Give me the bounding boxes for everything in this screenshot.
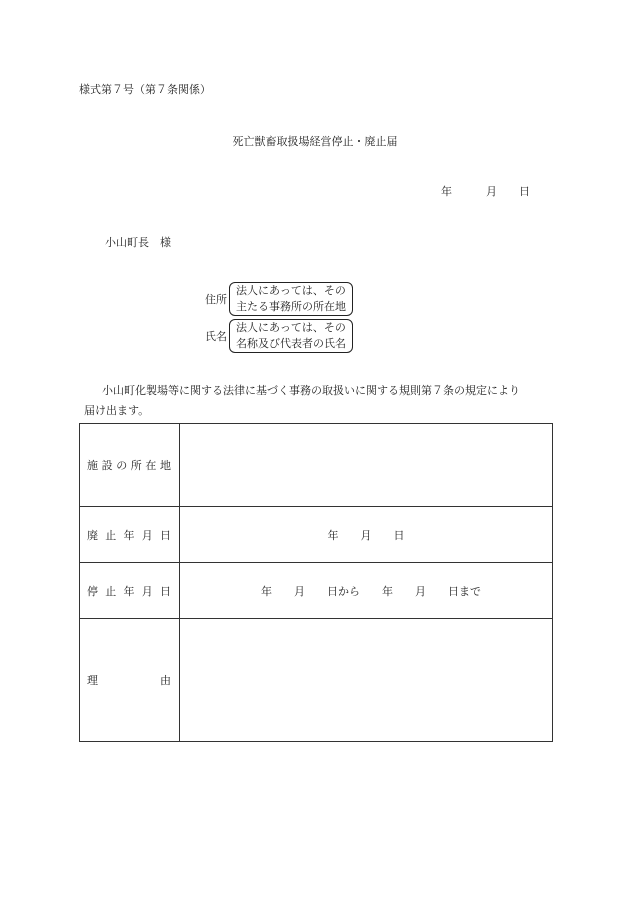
address-note-line1: 法人にあっては、その — [236, 284, 346, 297]
name-note-line1: 法人にあっては、その — [236, 321, 346, 334]
addressee: 小山町長 様 — [105, 236, 171, 249]
form-number: 様式第７号（第７条関係） — [79, 83, 211, 96]
address-label: 住所 — [205, 293, 227, 306]
location-label: 施 設 の 所 在 地 — [80, 424, 180, 507]
abolish-date-value[interactable]: 年 月 日 — [180, 507, 553, 563]
statement-line1: 小山町化製場等に関する法律に基づく事務の取扱いに関する規則第７条の規定により — [102, 384, 520, 397]
name-note-line2: 名称及び代表者の氏名 — [236, 337, 346, 350]
name-label: 氏名 — [205, 330, 227, 343]
abolish-date-label: 廃 止 年 月 日 — [80, 507, 180, 563]
applicant-name — [205, 319, 353, 353]
notification-table — [79, 423, 553, 742]
date-month: 月 — [486, 185, 497, 198]
name-note — [229, 319, 353, 353]
statement — [84, 381, 520, 421]
location-value[interactable] — [180, 424, 553, 507]
submission-date — [441, 183, 530, 199]
date-day: 日 — [519, 185, 530, 198]
table-row-location — [80, 424, 553, 507]
reason-label: 理 由 — [80, 619, 180, 742]
table-row-reason — [80, 619, 553, 742]
suspend-date-label: 停 止 年 月 日 — [80, 563, 180, 619]
table-row-suspend-date — [80, 563, 553, 619]
date-year: 年 — [441, 185, 452, 198]
statement-line2: 届け出ます。 — [84, 404, 150, 417]
address-note-line2: 主たる事務所の所在地 — [236, 300, 346, 313]
suspend-date-value[interactable]: 年 月 日から 年 月 日まで — [180, 563, 553, 619]
table-row-abolish-date — [80, 507, 553, 563]
address-note — [229, 282, 353, 316]
reason-value[interactable] — [180, 619, 553, 742]
document-title: 死亡獣畜取扱場経営停止・廃止届 — [232, 135, 398, 148]
applicant-address — [205, 282, 353, 316]
